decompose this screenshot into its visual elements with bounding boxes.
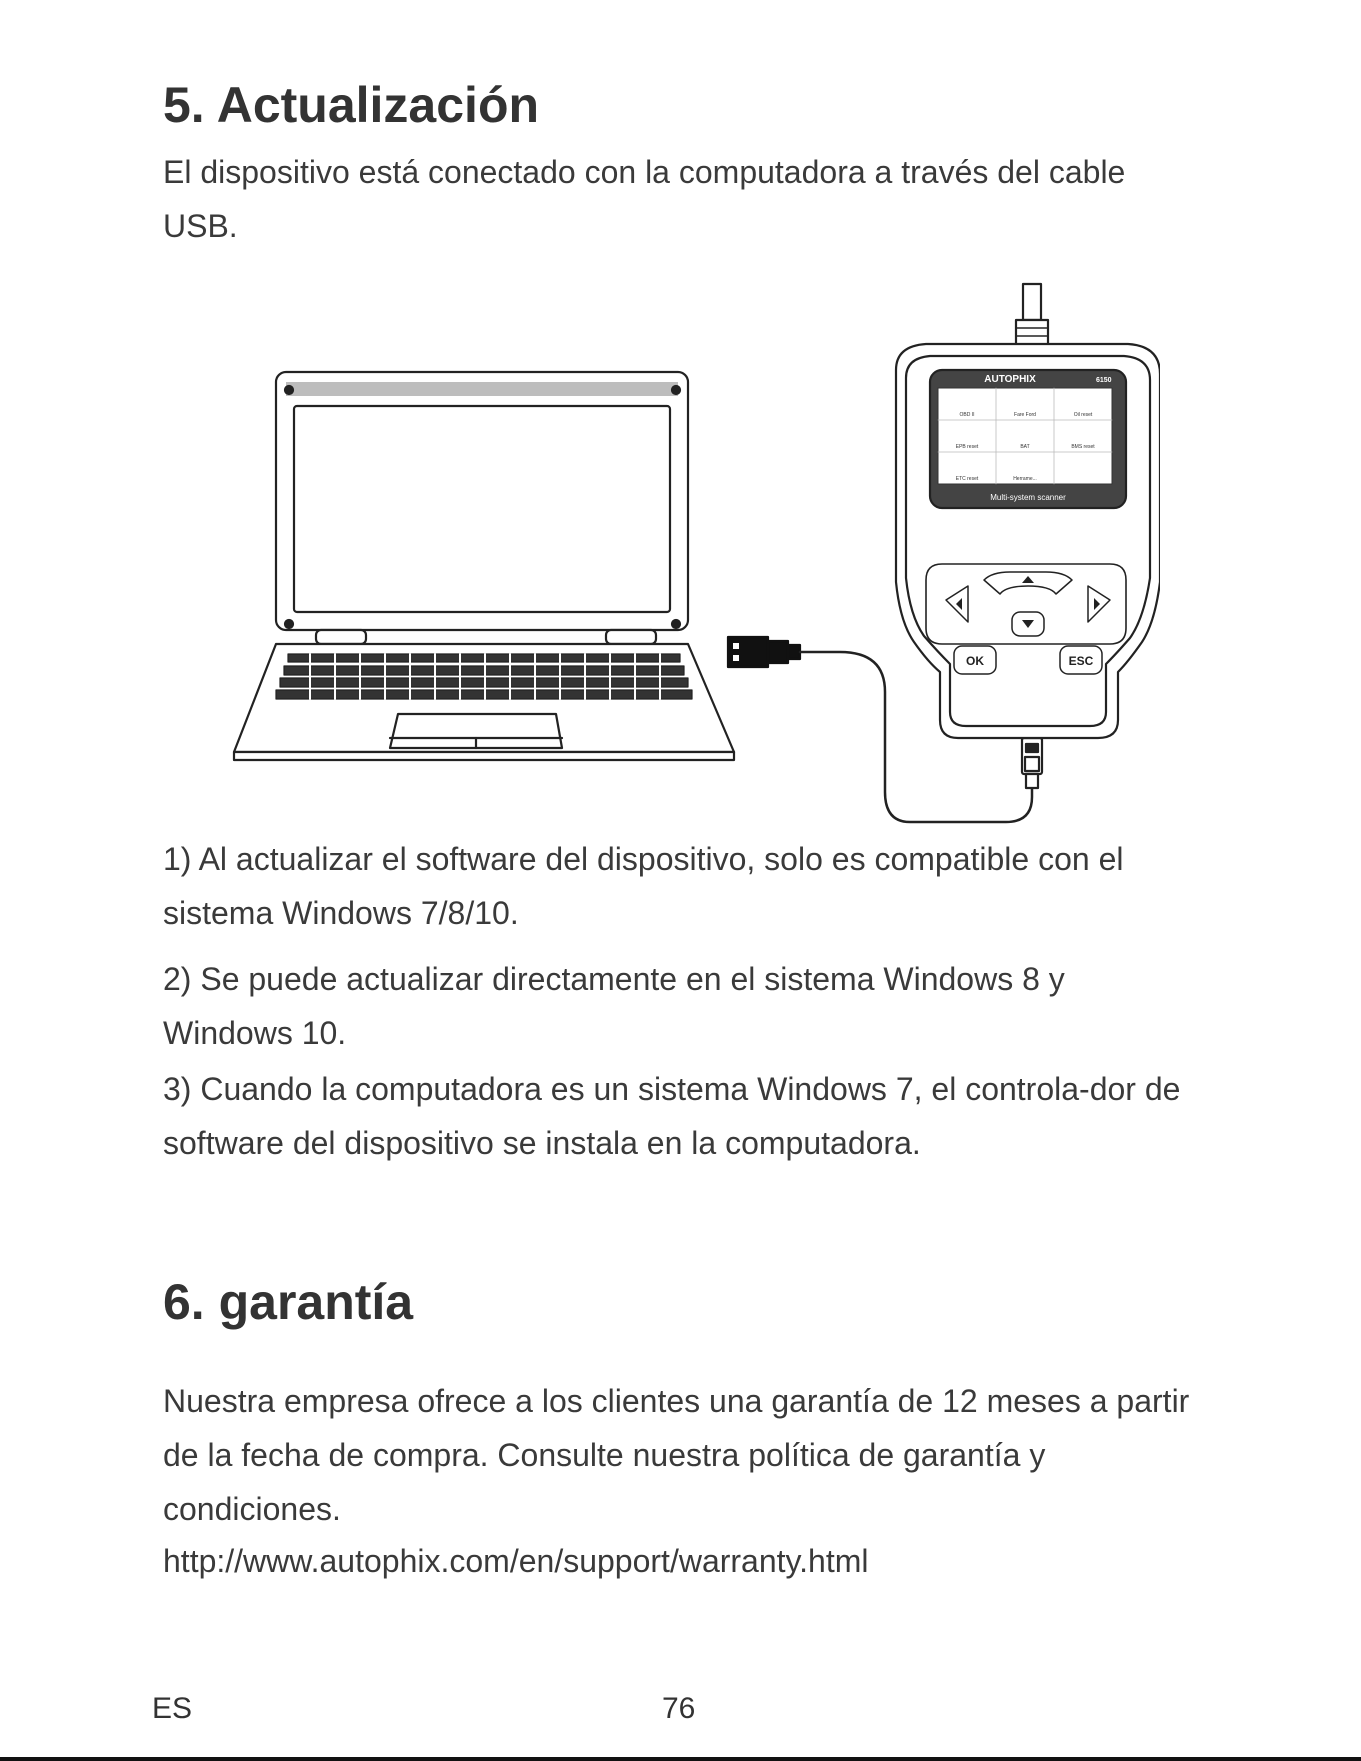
- menu-item-oil-reset: Oil reset: [1073, 412, 1093, 418]
- scanner-model: 6150: [1096, 377, 1112, 384]
- usb-connection-illustration: [220, 282, 1160, 827]
- footer-language: ES: [152, 1692, 193, 1725]
- menu-item-bat: BAT: [1020, 444, 1030, 450]
- scanner-caption: Multi-system scanner: [990, 493, 1066, 502]
- scanner-brand: AUTOPHIX: [984, 374, 1036, 385]
- menu-item-epb-reset: EPB reset: [955, 444, 979, 450]
- section-5-item-3: 3) Cuando la computadora es un sistema Windows 7, el controla-dor de software del dispositivo se instala en la computadora.: [163, 1071, 1181, 1161]
- esc-button-label: ESC: [1068, 654, 1094, 668]
- menu-item-etc-reset: ETC reset: [955, 476, 979, 482]
- section-5-item-1: 1) Al actualizar el software del dispositivo, solo es compatible con el sistema Windows 7/8/10.: [163, 841, 1124, 931]
- menu-item-obd: OBD II: [959, 412, 975, 418]
- page-number: 76: [662, 1692, 696, 1725]
- laptop-illustration: [234, 372, 734, 760]
- mini-usb-plug-icon: [1022, 738, 1042, 788]
- warranty-link[interactable]: http://www.autophix.com/en/support/warranty.html: [163, 1543, 869, 1579]
- menu-item-fare-ford: Fare Ford: [1014, 412, 1036, 418]
- bottom-rule: [0, 1757, 1361, 1761]
- section-5-item-2: 2) Se puede actualizar directamente en el sistema Windows 8 y Windows 10.: [163, 961, 1065, 1051]
- section-5-title: 5. Actualización: [163, 77, 540, 133]
- usb-plug-icon: [728, 637, 800, 667]
- menu-item-herramientas: Herrame...: [1013, 476, 1037, 482]
- section-6-title: 6. garantía: [163, 1274, 414, 1330]
- menu-item-bms-reset: BMS reset: [1071, 444, 1095, 450]
- section-5-intro: El dispositivo está conectado con la computadora a través del cable USB.: [163, 154, 1126, 244]
- ok-button-label: OK: [966, 654, 984, 668]
- scanner-illustration: [896, 284, 1160, 738]
- section-6-body: Nuestra empresa ofrece a los clientes una garantía de 12 meses a partir de la fecha de compra. Consulte nuestra política de garantía y condiciones.: [163, 1383, 1190, 1527]
